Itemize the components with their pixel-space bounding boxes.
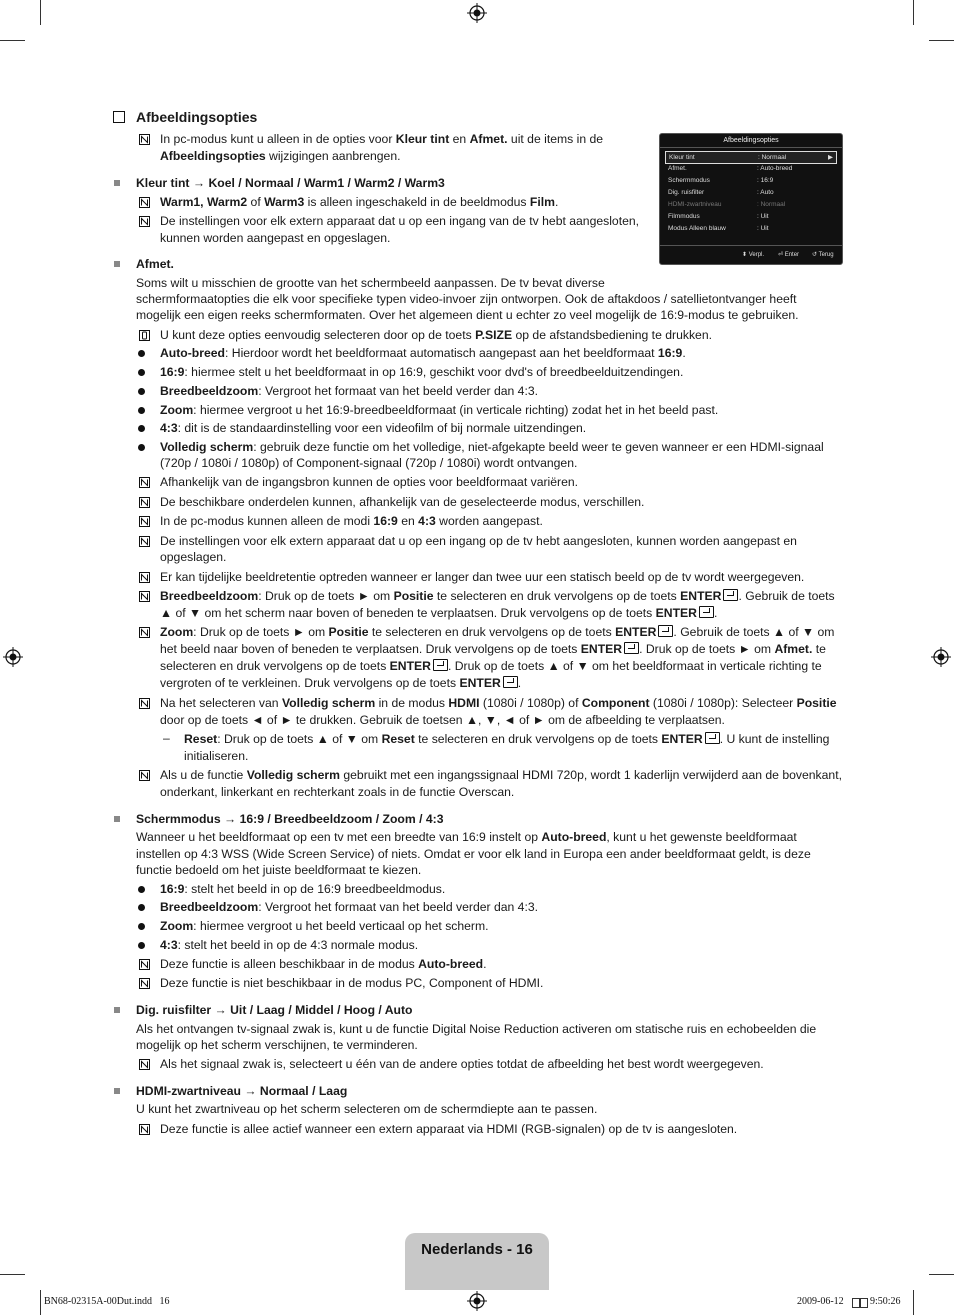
note-icon [139,1124,150,1135]
afmet-note9-line2: onderkant, linkerkant en rechterkant zoals in de functie Overscan. [160,785,515,799]
afmet-note7-line4: vergroten of te verkleinen. Druk vervolgens op de toets ENTER . [160,676,522,690]
afmet-p2: schermformaatopties die elk voor specifieke typen video-invoer zijn ontworpen. Ook de aftakdoos / satellietontvanger heeft [136,292,797,306]
note-icon [139,591,150,602]
osd-row-filmmodus: Filmmodus : Uit [668,213,769,220]
dash-bullet: – [163,731,170,745]
hdmi-heading: HDMI-zwartniveau → Normaal / Laag [136,1084,348,1098]
registration-mark-icon [467,3,487,23]
osd-row-kleur-tint: Kleur tint : Normaal ▶ [665,151,837,164]
afmet-note3: In de pc-modus kunnen alleen de modi 16:9 en 4:3 worden aangepast. [160,514,543,528]
intro-note-line2: Afbeeldingsopties wijzigingen aanbrengen. [160,149,401,163]
crop-mark [40,0,41,25]
osd-footer-enter: ⏎ Enter [778,252,800,258]
note-icon [139,477,150,488]
scherm-b3: Zoom: hiermee vergroot u het beeld verticaal op het scherm. [160,919,489,933]
afmet-p1: Soms wilt u misschien de grootte van het schermbeeld aanpassen. De tv bevat diverse [136,276,605,290]
ruis-note1: Als het signaal zwak is, selecteert u één van de andere opties totdat de afbeelding het best wordt weergegeven. [160,1057,764,1071]
crop-mark [0,40,25,41]
scherm-heading: Schermmodus → 16:9 / Breedbeeldzoom / Zoom / 4:3 [136,812,444,826]
osd-divider [660,245,842,246]
scherm-b1: 16:9: stelt het beeld in op de 16:9 breedbeeldmodus. [160,882,446,896]
note-icon [139,978,150,989]
crop-mark [913,0,914,25]
page-footer-tab [405,1233,549,1290]
ruis-p2: mogelijk op het scherm verschijnen, te verminderen. [136,1038,418,1052]
enter-key-icon [699,606,714,618]
enter-key-icon [624,642,639,654]
osd-footer-back: ↺ Terug [812,252,834,258]
page-label: Nederlands - 16 [421,1241,533,1258]
ruis-p1: Als het ontvangen tv-signaal zwak is, kunt u de functie Digital Noise Reduction activeren om statische ruis en echobeelden die [136,1022,817,1036]
note-icon [139,698,150,709]
enter-key-icon [433,659,448,671]
return-icon: ↺ [812,252,818,258]
osd-row-afmet: Afmet. : Auto-breed [668,165,793,172]
afmet-note5: Er kan tijdelijke beeldretentie optreden wanneer er langer dan twee uur een statisch beeld op de tv wordt weergegeven. [160,570,805,584]
scherm-note1: Deze functie is alleen beschikbaar in de modus Auto-breed. [160,957,487,971]
osd-row-alleen-blauw: Modus Alleen blauw : Uit [668,225,769,232]
crop-mark [913,1290,914,1315]
afmet-reset-line1: Reset: Druk op de toets ▲ of ▼ om Reset te selecteren en druk vervolgens op de toets ENTER . U kunt de instelling [184,732,830,746]
section-checkbox-icon [113,111,125,123]
note-icon [139,197,150,208]
bullet-dot [138,369,145,376]
osd-row-hdmi-zwartniveau: HDMI-zwartniveau : Normaal [668,201,786,208]
note-icon [139,216,150,227]
file-slug: BN68-02315A-00Dut.indd 16 [44,1296,170,1307]
missing-glyph-icon [852,1298,860,1308]
bullet-dot [138,425,145,432]
bullet-dot [138,904,145,911]
note-icon [139,497,150,508]
crop-mark [40,1290,41,1315]
bullet-dot [138,407,145,414]
remote-icon [139,330,150,341]
bullet-square [114,180,120,186]
afmet-note2: De beschikbare onderdelen kunnen, afhankelijk van de geselecteerde modus, verschillen. [160,495,645,509]
afmet-note4-line1: De instellingen voor elk extern apparaat dat u op een ingang op de tv hebt aangesloten, kunnen worden aangepast en [160,534,797,548]
scherm-p3: functie bedoeld om het juiste beeldformaat te kiezen. [136,863,422,877]
enter-key-icon [705,732,720,744]
registration-mark-icon [931,647,951,667]
ruis-heading: Dig. ruisfilter → Uit / Laag / Middel / Hoog / Auto [136,1003,413,1017]
hdmi-p1: U kunt het zwartniveau op het scherm selecteren om de schermdiepte aan te passen. [136,1102,598,1116]
missing-glyph-icon [860,1298,868,1308]
intro-note-line1: In pc-modus kunt u alleen in de opties voor Kleur tint en Afmet. uit de items in de [160,132,604,146]
scherm-p1: Wanneer u het beeldformaat op een tv met een breedte van 16:9 instelt op Auto-breed, kunt u het gewenste beeldformaat [136,830,797,844]
bullet-square [114,816,120,822]
scherm-b4: 4:3: stelt het beeld in op de 4:3 normale modus. [160,938,419,952]
note-icon [139,134,150,145]
afmet-b1: Auto-breed: Hierdoor wordt het beeldformaat automatisch aangepast aan het beeldformaat 16:9. [160,346,686,360]
scherm-b2: Breedbeeldzoom: Vergroot het formaat van het beeld verder dan 4:3. [160,900,539,914]
afmet-note7-line1: Zoom: Druk op de toets ► om Positie te selecteren en druk vervolgens op de toets ENTER . Gebruik de toets ▲ of ▼ om [160,625,835,639]
afmet-reset-line2: initialiseren. [184,749,249,763]
afmet-note7-line2: het beeld naar boven of beneden te verplaatsen. Druk vervolgens op de toets ENTER . Druk op de toets ► om Afmet. te [160,642,826,656]
bullet-square [114,261,120,267]
afmet-note6-line1: Breedbeeldzoom: Druk op de toets ► om Positie te selecteren en druk vervolgens op de toets ENTER . Gebruik de toets [160,589,835,603]
note-icon [139,770,150,781]
enter-key-icon [723,589,738,601]
enter-key-icon [658,625,673,637]
kleur-note2-line2: kunnen worden aangepast en opgeslagen. [160,231,391,245]
afmet-b5: 4:3: dit is de standaardinstelling voor een videofilm of bij normale uitzendingen. [160,421,587,435]
kleur-note2-line1: De instellingen voor elk extern apparaat dat u op een ingang van de tv hebt aangesloten, [160,214,640,228]
afmet-note8-line1: Na het selecteren van Volledig scherm in de modus HDMI (1080i / 1080p) of Component (1080i / 1080p): Selecteer Positie [160,696,837,710]
afmet-note6-line2: ▲ of ▼ om het scherm naar boven of beneden te verplaatsen. Druk vervolgens op de toets ENTER . [160,606,718,620]
scherm-note2: Deze functie is niet beschikbaar in de modus PC, Component of HDMI. [160,976,544,990]
hdmi-note1: Deze functie is allee actief wanneer een extern apparaat via HDMI (RGB-signalen) op de tv is aangesloten. [160,1122,738,1136]
enter-key-icon [503,676,518,688]
afmet-note4-line2: opgeslagen. [160,550,227,564]
afmet-note7-line3: selecteren en druk vervolgens op de toets ENTER . Druk op de toets ▲ of ▼ om het beeldformaat in verticale richting te [160,659,822,673]
bullet-square [114,1088,120,1094]
kleur-note1: Warm1, Warm2 of Warm3 is alleen ingeschakeld in de beeldmodus Film. [160,195,559,209]
afmet-note8-line2: door op de toets ◄ of ► te drukken. Gebruik de toetsen ▲, ▼, ◄ of ► om de afbeelding te verplaatsen. [160,713,725,727]
bullet-dot [138,886,145,893]
afmet-b2: 16:9: hiermee stelt u het beeldformaat in op 16:9, geschikt voor dvd's of breedbeelduitzendingen. [160,365,684,379]
bullet-dot [138,388,145,395]
crop-mark [0,1274,25,1275]
slug-date: 2009-06-12 [797,1296,844,1307]
afmet-b6-line1: Volledig scherm: gebruik deze functie om het volledige, niet-afgekapte beeld weer te geven wanneer er een HDMI-signaal [160,440,824,454]
slug-time: 9:50:26 [870,1296,901,1307]
afmet-psize: U kunt deze opties eenvoudig selecteren door op de toets P.SIZE op de afstandsbediening te drukken. [160,328,712,342]
registration-mark-icon [467,1291,487,1311]
afmet-b3: Breedbeeldzoom: Vergroot het formaat van het beeld verder dan 4:3. [160,384,539,398]
bullet-dot [138,350,145,357]
note-icon [139,516,150,527]
afmet-b6-line2: (720p / 1080i / 1080p) of Component-signaal (720p / 1080i) wordt ontvangen. [160,456,578,470]
osd-title: Afbeeldingsopties [723,137,779,144]
afmet-p3: mogelijk een eigen reeks schermformaten. Over het algemeen dient u echter zo veel mogelijk de 16:9-modus te gebruiken. [136,308,799,322]
scherm-p2: instellen op 4:3 WSS (Wide Screen Service) of niets. Omdat er voor elk land in Europa een ander beeldformaat geldt, is deze [136,847,811,861]
registration-mark-icon [3,647,23,667]
osd-row-ruisfilter: Dig. ruisfilter : Auto [668,189,774,196]
afmet-b4: Zoom: hiermee vergroot u het 16:9-breedbeeldformaat (in verticale richting) zodat het in het beeld past. [160,403,719,417]
bullet-square [114,1007,120,1013]
afmet-note1: Afhankelijk van de ingangsbron kunnen de opties voor beeldformaat variëren. [160,475,579,489]
bullet-dot [138,923,145,930]
osd-row-schermmodus: Schermmodus : 16:9 [668,177,774,184]
updown-icon: ⬍ [742,252,748,258]
osd-footer-move: ⬍ Verpl. [742,252,765,258]
note-icon [139,536,150,547]
osd-divider [660,147,842,148]
note-icon [139,627,150,638]
afmet-note9-line1: Als u de functie Volledig scherm gebruikt met een ingangssignaal HDMI 720p, wordt 1 kaderlijn verwijderd aan de bovenkant, [160,768,842,782]
afmet-heading: Afmet. [136,257,174,271]
bullet-dot [138,942,145,949]
enter-icon: ⏎ [778,252,784,258]
note-icon [139,1059,150,1070]
note-icon [139,959,150,970]
section-title: Afbeeldingsopties [136,109,258,125]
osd-menu-screenshot [659,133,843,265]
note-icon [139,572,150,583]
bullet-dot [138,444,145,451]
crop-mark [929,1274,954,1275]
kleur-heading: Kleur tint → Koel / Normaal / Warm1 / Warm2 / Warm3 [136,176,445,190]
osd-arrow-right-icon: ▶ [828,154,833,161]
crop-mark [929,40,954,41]
